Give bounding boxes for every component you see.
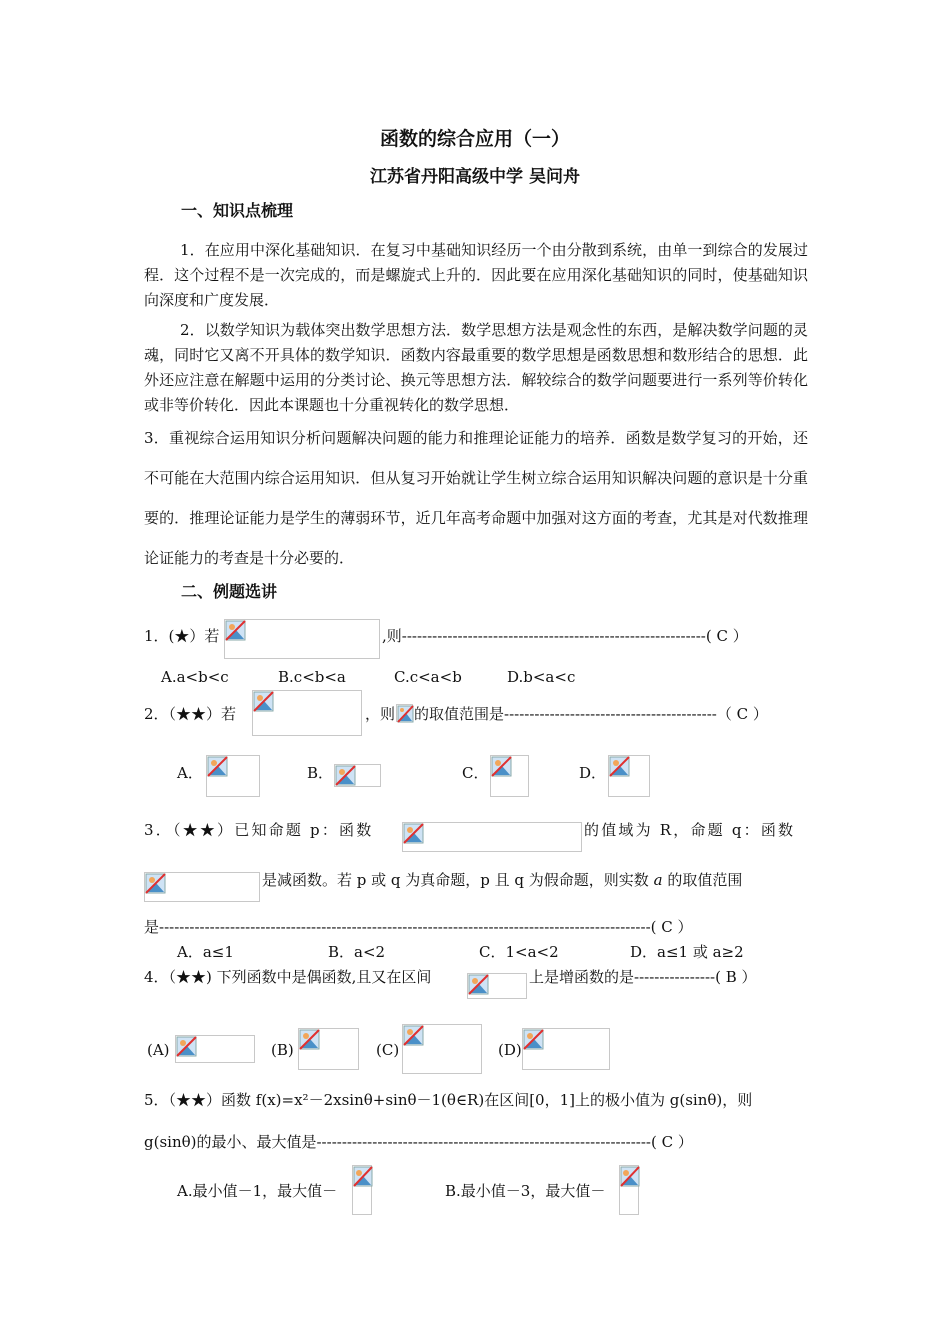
q1-formula-image bbox=[224, 619, 380, 659]
q2-option-d-label: D． bbox=[579, 764, 607, 782]
q2-option-c-label: C． bbox=[462, 764, 489, 782]
q2-prefix: 2．（★★）若 bbox=[144, 705, 237, 723]
q4-option-d-image bbox=[522, 1028, 610, 1070]
q3-line1-suffix: 的值域为 R，命题 q：函数 bbox=[584, 821, 796, 839]
broken-image-icon bbox=[253, 691, 275, 713]
q3-line1-prefix: 3．（★★）已知命题 p：函数 bbox=[144, 821, 374, 839]
broken-image-icon bbox=[403, 823, 425, 845]
q3-line2 bbox=[262, 869, 742, 890]
q5-line1: 5．（★★）函数 f(x)=x²－2xsinθ+sinθ－1(θ∈R)在区间[0，1]上的极小值为 g(sinθ)，则 bbox=[144, 1091, 753, 1109]
q4-option-a-image bbox=[175, 1035, 255, 1063]
q3-variable-a: a bbox=[653, 871, 663, 889]
broken-image-icon bbox=[299, 1029, 321, 1051]
q4-interval-image bbox=[467, 973, 527, 999]
q2-option-d-image bbox=[608, 755, 650, 797]
q3-function-q-image bbox=[144, 872, 260, 902]
q5-option-b-image bbox=[619, 1165, 639, 1215]
author-line: 江苏省丹阳高级中学 吴问舟 bbox=[370, 167, 580, 187]
q5-option-a-image bbox=[352, 1165, 372, 1215]
q3-line2-text-b: 的取值范围 bbox=[667, 871, 743, 889]
paragraph-2: 2．以数学知识为载体突出数学思想方法．数学思想方法是观念性的东西，是解决数学问题的灵魂，同时它又离不开具体的数学知识．函数内容最重要的数学思想是函数思想和数形结合的思想．此外还应注意在解题中运用的分类讨论、换元等思想方法．解较综合的数学问题要进行一系列等价转化或非等价转化．因此本课题也十分重视转化的数学思想． bbox=[144, 321, 808, 414]
q2-expr-image bbox=[396, 704, 413, 722]
broken-image-icon bbox=[207, 756, 229, 778]
broken-image-icon bbox=[397, 705, 414, 723]
q3-line3: 是-------------------------------------------------------------------------------------------------( C ） bbox=[144, 918, 693, 936]
q4-option-d-label: (D) bbox=[498, 1041, 522, 1059]
q1-option-d: D.b<a<c bbox=[507, 668, 576, 686]
broken-image-icon bbox=[335, 765, 357, 787]
q2-condition-image bbox=[252, 690, 362, 736]
broken-image-icon bbox=[176, 1036, 198, 1058]
broken-image-icon bbox=[609, 756, 631, 778]
broken-image-icon bbox=[523, 1029, 545, 1051]
q4-option-b-label: (B) bbox=[271, 1041, 294, 1059]
q5-option-b: B.最小值－3，最大值－ bbox=[445, 1182, 606, 1200]
broken-image-icon bbox=[403, 1025, 425, 1047]
paragraph-3: 3．重视综合运用知识分析问题解决问题的能力和推理论证能力的培养．函数是数学复习的开始，还不可能在大范围内综合运用知识．但从复习开始就让学生树立综合运用知识解决问题的意识是十分重要的．推理论证能力是学生的薄弱环节，近几年高考命题中加强对这方面的考查，尤其是对代数推理论证能力的考查是十分必要的． bbox=[144, 429, 808, 567]
q3-option-d: D．a≤1 或 a≥2 bbox=[630, 943, 744, 961]
q1-suffix: ,则------------------------------------------------------------( C ） bbox=[382, 627, 748, 645]
q3-option-a: A．a≤1 bbox=[177, 943, 234, 961]
q4-suffix: 上是增函数的是----------------( B ） bbox=[529, 968, 757, 986]
broken-image-icon bbox=[491, 756, 513, 778]
section-heading-examples: 二、例题选讲 bbox=[181, 582, 278, 601]
q3-option-b: B．a<2 bbox=[328, 943, 386, 961]
q3-line2-text-a: 是减函数。若 p 或 q 为真命题，p 且 q 为假命题，则实数 bbox=[262, 871, 649, 889]
q1-option-a: A.a<b<c bbox=[161, 668, 229, 686]
document-title: 函数的综合应用（一） bbox=[379, 128, 570, 150]
q2-mid2: 的取值范围是------------------------------------------（ C ） bbox=[414, 705, 768, 723]
q2-option-a-label: A． bbox=[177, 764, 203, 782]
q2-mid1: ，则 bbox=[365, 705, 396, 723]
q1-option-b: B.c<b<a bbox=[278, 668, 346, 686]
q3-function-p-image bbox=[402, 822, 582, 852]
q4-option-a-label: (A) bbox=[147, 1041, 170, 1059]
q4-prefix: 4．（★★) 下列函数中是偶函数,且又在区间 bbox=[144, 968, 432, 986]
paragraph-1: 1．在应用中深化基础知识．在复习中基础知识经历一个由分散到系统，由单一到综合的发展过程．这个过程不是一次完成的，而是螺旋式上升的．因此要在应用深化基础知识的同时，使基础知识向深度和广度发展． bbox=[144, 241, 808, 309]
broken-image-icon bbox=[468, 974, 490, 996]
q4-option-c-image bbox=[402, 1024, 482, 1074]
broken-image-icon bbox=[353, 1166, 373, 1188]
q1-option-c: C.c<a<b bbox=[394, 668, 462, 686]
q2-option-c-image bbox=[490, 755, 529, 797]
q5-option-a: A.最小值－1，最大值－ bbox=[177, 1182, 338, 1200]
q5-line2: g(sinθ)的最小、最大值是------------------------------------------------------------------( C ） bbox=[144, 1133, 693, 1151]
broken-image-icon bbox=[145, 873, 167, 895]
broken-image-icon bbox=[225, 620, 247, 642]
q3-option-c: C．1<a<2 bbox=[479, 943, 559, 961]
q2-option-b-label: B． bbox=[307, 764, 334, 782]
section-heading-knowledge: 一、知识点梳理 bbox=[181, 201, 294, 220]
q2-option-a-image bbox=[206, 755, 260, 797]
q2-option-b-image bbox=[334, 764, 381, 787]
broken-image-icon bbox=[620, 1166, 640, 1188]
q4-option-c-label: (C) bbox=[376, 1041, 400, 1059]
q4-option-b-image bbox=[298, 1028, 359, 1070]
q1-prefix: 1．(★）若 bbox=[144, 627, 220, 645]
